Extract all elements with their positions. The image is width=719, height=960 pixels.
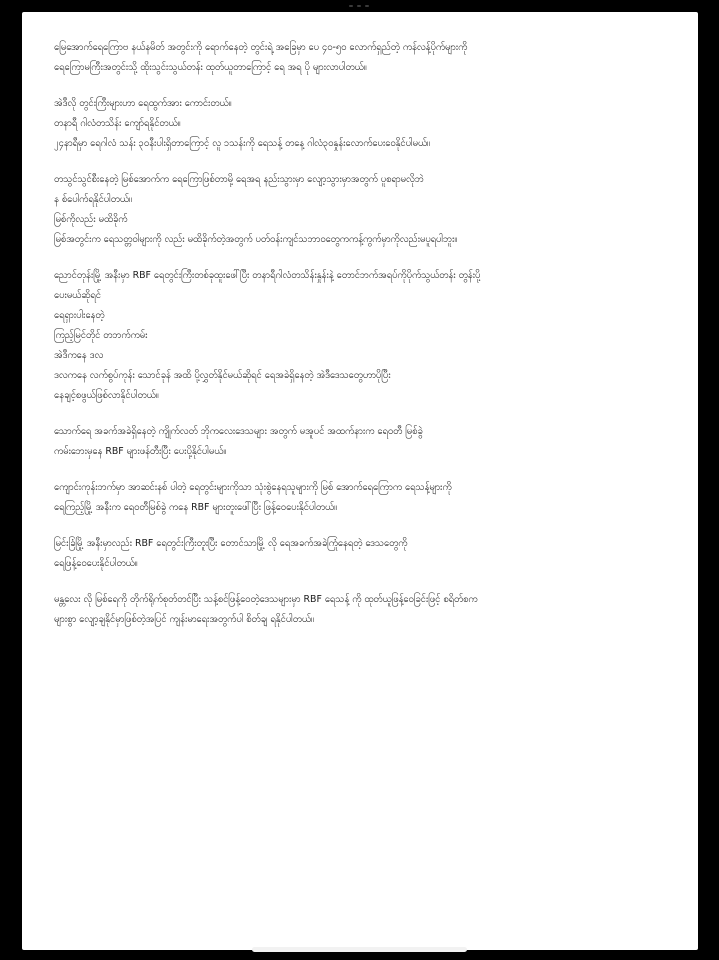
paragraph [54,478,674,518]
text-line: မြစ်ကိုလည်း မထိခိုက် [54,214,128,225]
paragraph [54,422,674,462]
text-line: ကြည့်မြင်တိုင် တဘက်ကမ်း [54,330,148,341]
text-line: ရေကြောမကြီးအတွင်းသို့ ထိုးသွင်းသွယ်တန်း ထုတ်ယူတာကြောင့် ရေ အရ ပို များလာပါတယ်။ [54,62,367,73]
text-line: ကျောင်းကုန်းဘက်မှာ အာဆင်းနစ် ပါတဲ့ ရေတွင်းများကိုသာ သုံးစွဲနေရသူများကို မြစ် အောက်ရေကြောက ရေသန့်များကို [54,482,452,493]
document-body [54,38,674,646]
paragraph [54,94,674,154]
text-line: မြစ်အတွင်းက ရေသတ္တဝါများကို လည်း မထိခိုက်တဲ့အတွက် ပတ်ဝန်းကျင်သဘာဝတွေကကန့်ကွက်မှာကိုလည်းမပူရပါဘူး။ [54,234,458,245]
text-line: အဲဒီကနေ ဒလ [54,350,104,361]
text-line: တနာရီ ဂါလံတသိန်း ကျော်ရနိုင်တယ်။ [54,118,181,129]
text-line: န စ်ပေါက်ရနိုင်ပါတယ်။ [54,194,132,205]
text-line: ရေရှားပါးနေတဲ့ [54,310,105,321]
paragraph [54,266,674,406]
camera-notch [346,5,372,9]
text-line: ဒလကနေ လက်စွပ်ကုန်း သောင်ခုန် အထိ ပို့လွှတ်နိုင်မယ်ဆိုရင် ရေအခဲရှိနေတဲ့ အဲဒီဒေသတွေဟာပိုပြီး [54,370,391,381]
text-line: များစွာ လျော့ချနိုင်မှာဖြစ်တဲ့အပြင် ကျန်းမာရေးအတွက်ပါ စိတ်ချ ရနိုင်ပါတယ်။ [54,614,314,625]
text-line: ၂၄နာရီမှာ ရေဂါလံ သန်း ၃၀နီးပါးရှိတာကြောင့် လူ ၁သန်းကို ရေသန့် တနေ့ ဂါလံ၃၀နှုန်းလောက်ပေးဝေနိုင်ပါမယ်။ [54,138,430,149]
home-indicator[interactable] [252,947,467,952]
text-line: ရေကြည့်မြို့ အနီးက ရေဝတီမြစ်ခွဲ ကနေ RBF များတူးဖေါ်ပြီး ဖြန့်ဝေပေးနိုင်ပါတယ်။ [54,502,337,513]
text-line: တသွင်သွင်စီးနေတဲ့ မြစ်အောက်က ရေကြောဖြစ်တာမို့ ရေအရ နည်းသွားမှာ လျော့သွားမှာအတွက် ပူစရာမလိုဘဲ [54,174,424,185]
paragraph [54,534,674,574]
text-line: မန္တလေး လို မြစ်ရေကို တိုက်ရိုက်စုတ်တင်ပြီး သန့်စင်ဖြန့်ဝေတဲ့ဒေသများမှာ RBF ရေသန့် ကို ထုတ်ယူဖြန့်ဝေခြင်းဖြင့် စရိတ်စက [54,594,478,605]
text-line: နေချင့်စဖွယ်ဖြစ်လာနိုင်ပါတယ်။ [54,390,159,401]
text-line: ကမ်းဘေးမှနေ RBF များဖန်တီးပြီး ပေးပို့နိုင်ပါမယ်။ [54,446,227,457]
text-line: အဲဒီလို တွင်းကြီးများဟာ ရေထွက်အား ကောင်းတယ်။ [54,98,232,109]
text-line: မြင်းခြံမြို့ အနီးမှာလည်း RBF ရေတွင်းကြီးတူးပြီး တောင်သာမြို့ လို ရေအခက်အခဲကြုံနေရတဲ့ ဒေသတွေကို [54,538,408,549]
paragraph [54,590,674,630]
text-line: ရေဖြန့်ဝေပေးနိုင်ပါတယ်။ [54,558,138,569]
text-line: ညောင်တုန်းမြို့ အနီးမှာ RBF ရေတွင်းကြီးတစ်ခုထူးဖေါ်ပြီး တနာရီဂါလံတသိန်းနှုန်းနဲ့ တောင်ဘက်အရပ်ကိုပိုက်သွယ်တန်း တွန်းပို့ [54,270,481,281]
text-line: မြေအောက်ရေကြောဗ နယ်နမိတ် အတွင်းကို ရောက်နေတဲ့ တွင်းရဲ့ အခြေမှာ ပေ ၄၀-၅၀ လောက်ရှည်တဲ့ ကန်လန့်ပိုက်များကို [54,42,468,53]
text-line: သောက်ရေ အခက်အခဲရှိနေတဲ့ ကျိုက်လတ် ဘိုကလေးဒေသများ အတွက် မအူပင် အထက်နားက ရေဝတီ မြစ်ခွဲ [54,426,423,437]
paragraph [54,38,674,78]
paragraph [54,170,674,250]
text-line: ပေးမယ်ဆိုရင် [54,290,101,301]
document-page [22,12,698,950]
